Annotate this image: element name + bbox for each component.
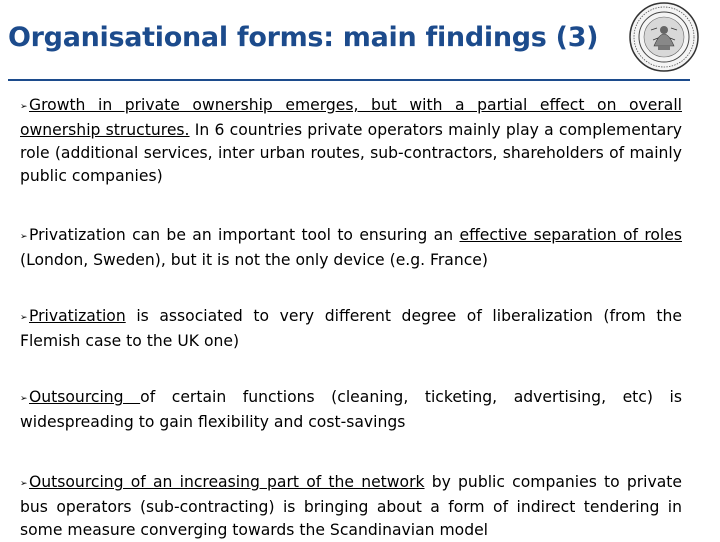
bullet-text: effective separation of roles (459, 226, 682, 244)
bullet-item (20, 305, 682, 353)
bullet-text: Outsourcing of an increasing part of the network (29, 473, 425, 491)
bullet-arrow-icon: ➢ (20, 313, 28, 323)
bullet-text: In 6 countries private operators mainly play a complementary role (additional services, inter urban routes, sub-contractors, shareholders of mainly public companies) (20, 121, 682, 185)
bullet-arrow-icon: ➢ (20, 394, 28, 404)
bullet-arrow-icon: ➢ (20, 102, 28, 112)
bullet-text: Growth in private ownership emerges, but with a partial effect on overall ownership structures. (20, 96, 682, 139)
bullet-arrow-icon: ➢ (20, 232, 28, 242)
bullet-item (20, 224, 682, 272)
bullet-text: Privatization can be an important tool to ensuring an (29, 226, 460, 244)
university-seal-icon (627, 0, 701, 74)
bullet-item (20, 471, 682, 542)
bullet-text: is associated to very different degree of liberalization (from the Flemish case to the UK one) (20, 307, 682, 350)
bullet-item (20, 94, 682, 188)
bullet-text: Privatization (29, 307, 126, 325)
bullet-text: Outsourcing (29, 388, 141, 406)
bullet-text: of certain functions (cleaning, ticketing, advertising, etc) is widespreading to gain flexibility and cost-savings (20, 388, 682, 431)
slide-title: Organisational forms: main findings (3) (8, 22, 599, 53)
bullet-text: by public companies to private bus operators (sub-contracting) is bringing about a form of indirect tendering in some measure converging towards the Scandinavian model (20, 473, 682, 539)
title-divider (8, 79, 690, 81)
bullet-item (20, 386, 682, 434)
bullet-text: (London, Sweden), but it is not the only device (e.g. France) (20, 251, 488, 269)
bullet-arrow-icon: ➢ (20, 479, 28, 489)
